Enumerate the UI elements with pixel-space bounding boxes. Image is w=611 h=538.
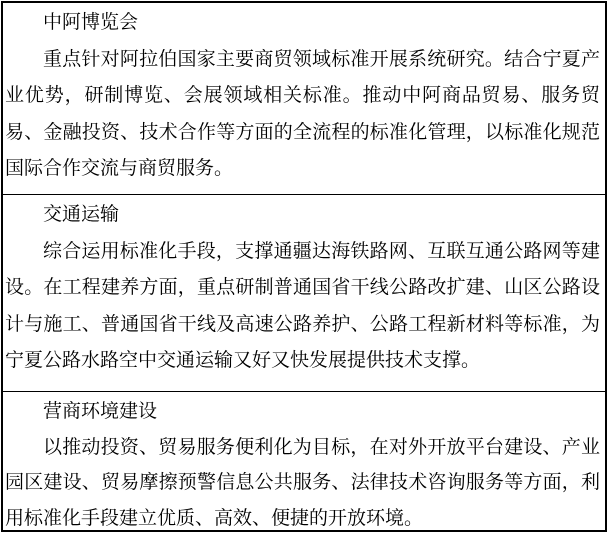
section-row-business-environment: [3, 391, 605, 530]
section-heading-expo: 中阿博览会: [43, 12, 139, 33]
section-row-transport: [3, 194, 605, 391]
section-body-expo: 重点针对阿拉伯国家主要商贸领域标准开展系统研究。结合宁夏产业优势，研制博览、会展领域相关标准。推动中阿商品贸易、服务贸易、金融投资、技术合作等方面的全流程的标准化管理，以标准化规范国际合作交流与商贸服务。: [5, 48, 600, 180]
section-body-transport: 综合运用标准化手段，支撑通疆达海铁路网、互联互通公路网等建设。在工程建养方面，重点研制普通国省干线公路改扩建、山区公路设计与施工、普通国省干线及高速公路养护、公路工程新材料等标准，为宁夏公路水路空中交通运输又好又快发展提供技术支撑。: [5, 240, 600, 372]
section-heading-business-environment: 营商环境建设: [43, 401, 158, 422]
document-table: [1, 1, 607, 532]
section-row-expo: [3, 3, 605, 194]
section-body-business-environment: 以推动投资、贸易服务便利化为目标，在对外开放平台建设、产业园区建设、贸易摩擦预警信息公共服务、法律技术咨询服务等方面，利用标准化手段建立优质、高效、便捷的开放环境。: [5, 436, 600, 529]
section-heading-transport: 交通运输: [43, 204, 120, 225]
